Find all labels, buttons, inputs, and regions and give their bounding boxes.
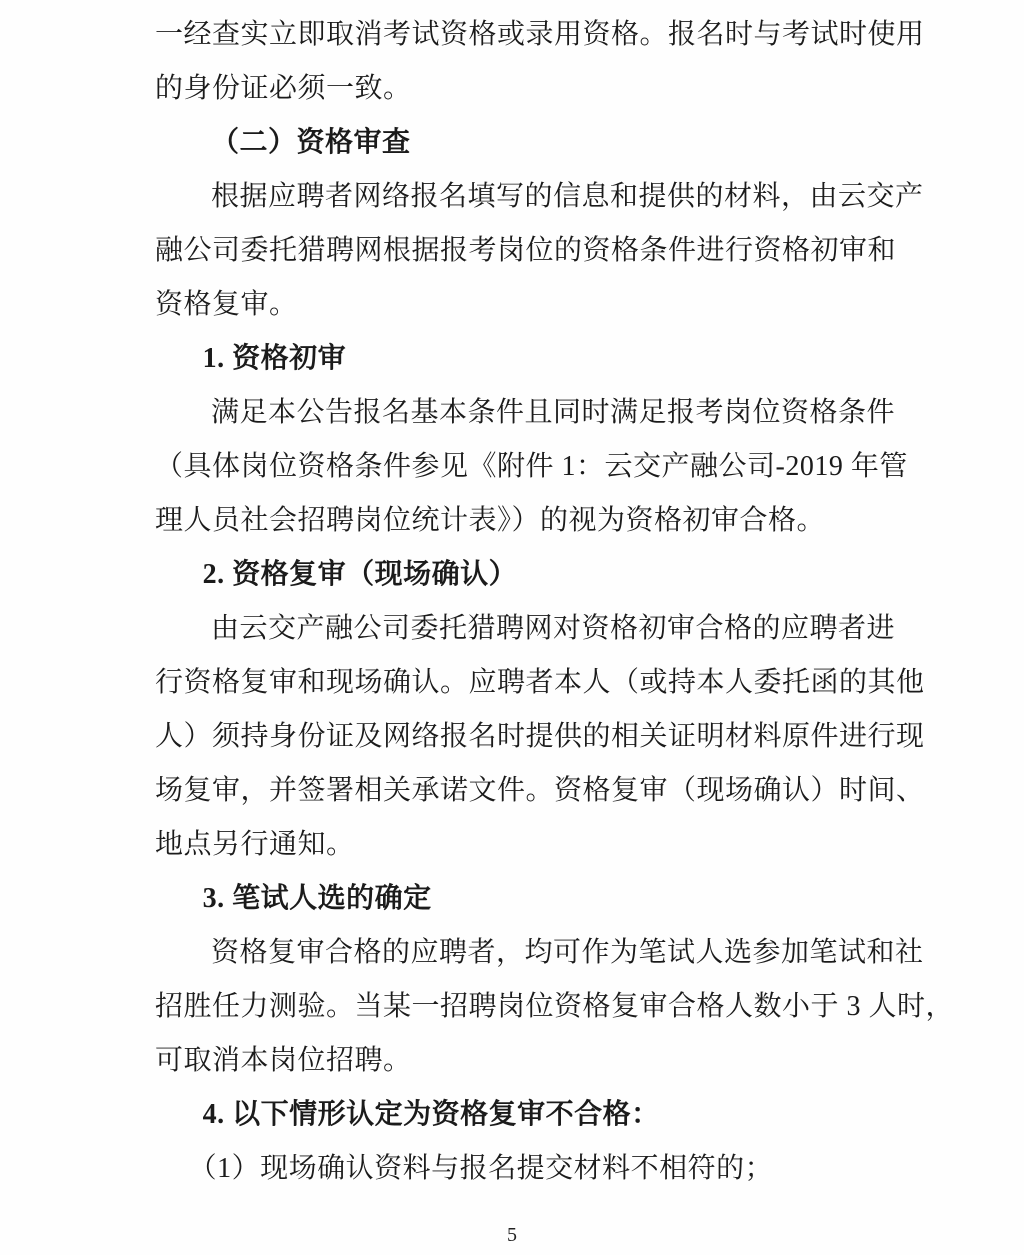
section-heading-qualification-review: （二）资格审查 — [211, 127, 411, 158]
numbered-heading-second-review: 2. 资格复审（现场确认） — [202, 559, 518, 590]
body-line: 理人员社会招聘岗位统计表》）的视为资格初审合格。 — [155, 505, 826, 536]
body-line: 行资格复审和现场确认。应聘者本人（或持本人委托函的其他 — [155, 667, 925, 698]
body-line: 的身份证必须一致。 — [155, 73, 412, 104]
numbered-heading-written-test-candidates: 3. 笔试人选的确定 — [202, 883, 432, 914]
body-line: 可取消本岗位招聘。 — [155, 1045, 412, 1076]
numbered-heading-review-failure-cases: 4. 以下情形认定为资格复审不合格： — [202, 1099, 660, 1130]
body-line: 人）须持身份证及网络报名时提供的相关证明材料原件进行现 — [155, 721, 925, 752]
body-line: 地点另行通知。 — [155, 829, 355, 860]
body-line: （1）现场确认资料与报名提交材料不相符的； — [188, 1153, 774, 1184]
numbered-heading-initial-review: 1. 资格初审 — [202, 343, 347, 374]
body-line: 融公司委托猎聘网根据报考岗位的资格条件进行资格初审和 — [155, 235, 897, 266]
page-number: 5 — [507, 1224, 517, 1246]
body-line: 一经查实立即取消考试资格或录用资格。报名时与考试时使用 — [155, 19, 925, 50]
body-line: 场复审，并签署相关承诺文件。资格复审（现场确认）时间、 — [155, 775, 925, 806]
body-line: 满足本公告报名基本条件且同时满足报考岗位资格条件 — [211, 397, 896, 428]
body-line: （具体岗位资格条件参见《附件 1：云交产融公司-2019 年管 — [155, 451, 908, 482]
body-line: 根据应聘者网络报名填写的信息和提供的材料，由云交产 — [211, 181, 924, 212]
body-line: 资格复审。 — [155, 289, 298, 320]
body-line: 由云交产融公司委托猎聘网对资格初审合格的应聘者进 — [211, 613, 896, 644]
body-line: 资格复审合格的应聘者，均可作为笔试人选参加笔试和社 — [211, 937, 924, 968]
body-line: 招胜任力测验。当某一招聘岗位资格复审合格人数小于 3 人时， — [155, 991, 955, 1022]
